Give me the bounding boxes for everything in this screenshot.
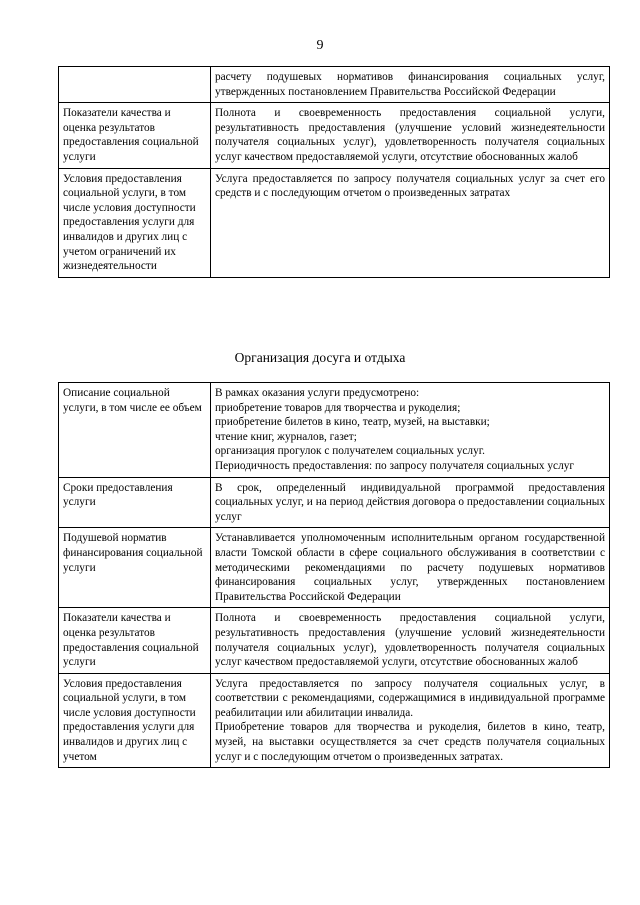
row-value: Услуга предоставляется по запросу получателя социальных услуг за счет его средств и с последующим отчетом о произведенных затратах — [211, 168, 610, 277]
table-row — [59, 67, 610, 103]
row-label: Условия предоставления социальной услуги, в том числе условия доступности предоставления услуги для инвалидов и других лиц с учетом ограничений их жизнедеятельности — [59, 168, 211, 277]
continuation-table — [58, 66, 610, 278]
row-label: Сроки предоставления услуги — [59, 477, 211, 528]
row-value: расчету подушевых нормативов финансирования социальных услуг, утвержденных постановлением Правительства Российской Федерации — [211, 67, 610, 103]
row-label: Подушевой норматив финансирования социальной услуги — [59, 528, 211, 608]
table-row — [59, 383, 610, 478]
row-text: Полнота и своевременность предоставления социальной услуги, результативность предоставления (улучшение условий жизнедеятельности получателя социальных услуг), удовлетворенность получателя социальных услуг качеством предоставляемой услуги, отсутствие обоснованных жалоб — [215, 612, 605, 669]
row-text: Услуга предоставляется по запросу получателя социальных услуг, в соответствии с рекомендациями, содержащимися в индивидуальной программе реабилитации или абилитации инвалида. — [215, 677, 605, 719]
row-text: В срок, определенный индивидуальной программой предоставления социальных услуг, и на период действия договора о предоставлении социальных услуг — [215, 481, 605, 523]
table-row — [59, 168, 610, 277]
service-item: приобретение товаров для творчества и рукоделия; — [215, 401, 461, 414]
table-row — [59, 477, 610, 528]
row-value — [211, 477, 610, 528]
service-periodicity: Периодичность предоставления: по запросу получателя социальных услуг — [215, 459, 574, 472]
service-item: приобретение билетов в кино, театр, музей, на выставки; — [215, 416, 490, 429]
service-item: организация прогулок с получателем социальных услуг. — [215, 445, 485, 458]
table-row — [59, 103, 610, 168]
page-number: 9 — [316, 38, 324, 53]
row-label — [59, 67, 211, 103]
row-text: Устанавливается уполномоченным исполнительным органом государственной власти Томской области в сфере социального обслуживания в соответствии с методическими рекомендациями по расчету подушевых нормативов финансирования социальных услуг, утвержденных постановлением Правительства Российской Федерации — [215, 532, 605, 603]
row-value — [211, 673, 610, 768]
leisure-service-table — [58, 382, 610, 768]
service-item: В рамках оказания услуги предусмотрено: — [215, 387, 420, 399]
row-label: Описание социальной услуги, в том числе ее объем — [59, 383, 211, 478]
service-item: чтение книг, журналов, газет; — [215, 430, 357, 443]
section-title: Организация досуга и отдыха — [234, 350, 406, 365]
row-text: Приобретение товаров для творчества и рукоделия, билетов в кино, театр, музей, на выставки осуществляется за счет средств получателя социальных услуг и с последующим отчетом о произведенных затратах. — [215, 721, 605, 763]
row-label: Условия предоставления социальной услуги, в том числе условия доступности предоставления услуги для инвалидов и других лиц с учетом — [59, 673, 211, 768]
table-row — [59, 673, 610, 768]
row-label: Показатели качества и оценка результатов предоставления социальной услуги — [59, 103, 211, 168]
row-value — [211, 383, 610, 478]
row-label: Показатели качества и оценка результатов предоставления социальной услуги — [59, 608, 211, 673]
row-value — [211, 528, 610, 608]
row-value: Полнота и своевременность предоставления социальной услуги, результативность предоставления (улучшение условий жизнедеятельности получателя социальных услуг), удовлетворенность получателя социальных услуг качеством предоставляемой услуги, отсутствие обоснованных жалоб — [211, 103, 610, 168]
table-row — [59, 608, 610, 673]
row-value — [211, 608, 610, 673]
table-row — [59, 528, 610, 608]
